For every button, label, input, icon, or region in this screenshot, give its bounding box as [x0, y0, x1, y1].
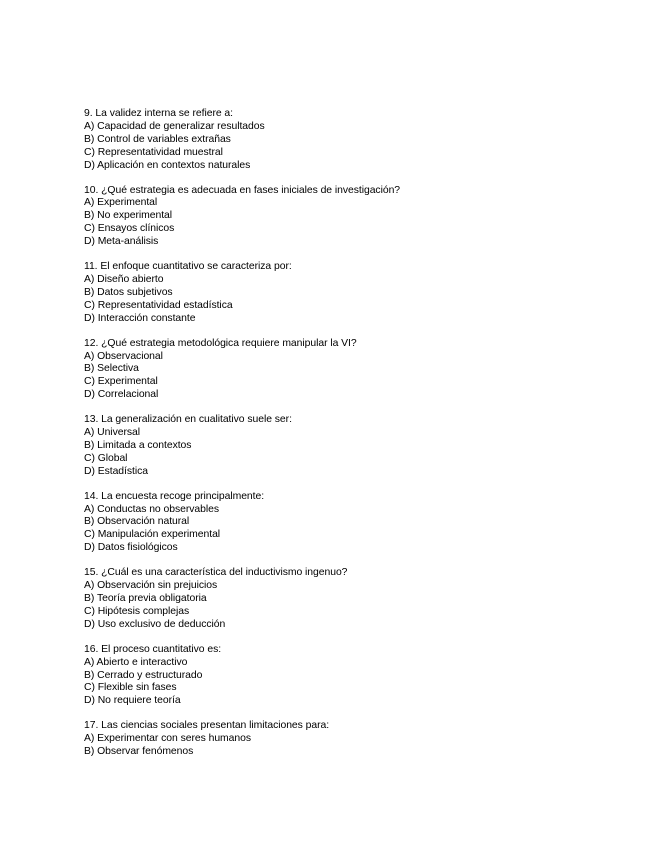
answer-option: B) Observación natural: [84, 516, 190, 528]
answer-option: C) Global: [84, 452, 128, 464]
answer-option: D) Uso exclusivo de deducción: [84, 618, 226, 630]
answer-option: B) No experimental: [84, 210, 173, 222]
answer-option: B) Cerrado y estructurado: [84, 669, 203, 681]
question-11: [84, 261, 624, 326]
answer-option: A) Conductas no observables: [84, 503, 219, 515]
question-stem: 17. Las ciencias sociales presentan limitaciones para:: [84, 720, 330, 732]
answer-option: A) Experimentar con seres humanos: [84, 733, 251, 745]
question-stem: 15. ¿Cuál es una característica del inductivismo ingenuo?: [84, 567, 348, 579]
answer-option: A) Capacidad de generalizar resultados: [84, 120, 265, 132]
answer-option: B) Datos subjetivos: [84, 286, 173, 298]
answer-option: D) Estadística: [84, 465, 148, 477]
answer-option: D) No requiere teoría: [84, 695, 181, 707]
answer-option: D) Aplicación en contextos naturales: [84, 159, 251, 171]
answer-option: D) Correlacional: [84, 389, 159, 401]
answer-option: C) Representatividad muestral: [84, 146, 223, 158]
answer-option: A) Universal: [84, 427, 140, 439]
question-13: [84, 414, 624, 479]
answer-option: B) Observar fenómenos: [84, 746, 194, 758]
question-16: [84, 644, 624, 709]
answer-option: C) Ensayos clínicos: [84, 223, 175, 235]
question-stem: 10. ¿Qué estrategia es adecuada en fases iniciales de investigación?: [84, 184, 401, 196]
question-stem: 11. El enfoque cuantitativo se caracteriza por:: [84, 261, 292, 273]
answer-option: C) Flexible sin fases: [84, 682, 177, 694]
answer-option: A) Observación sin prejuicios: [84, 580, 218, 592]
document-page: [84, 108, 624, 771]
answer-option: A) Experimental: [84, 197, 158, 209]
question-9: [84, 108, 624, 173]
question-stem: 13. La generalización en cualitativo suele ser:: [84, 414, 292, 426]
answer-option: C) Hipótesis complejas: [84, 605, 190, 617]
answer-option: D) Meta-análisis: [84, 236, 159, 248]
question-12: [84, 338, 624, 403]
question-stem: 12. ¿Qué estrategia metodológica requiere manipular la VI?: [84, 337, 357, 349]
answer-option: C) Experimental: [84, 376, 158, 388]
question-14: [84, 491, 624, 556]
answer-option: B) Teoría previa obligatoria: [84, 593, 207, 604]
answer-option: B) Control de variables extrañas: [84, 133, 231, 145]
question-stem: 16. El proceso cuantitativo es:: [84, 643, 222, 655]
answer-option: D) Interacción constante: [84, 312, 196, 324]
question-stem: 14. La encuesta recoge principalmente:: [84, 490, 265, 502]
answer-option: B) Selectiva: [84, 363, 139, 375]
answer-option: C) Representatividad estadística: [84, 299, 233, 311]
answer-option: A) Observacional: [84, 350, 163, 362]
answer-option: A) Diseño abierto: [84, 273, 164, 285]
question-10: [84, 185, 624, 250]
answer-option: A) Abierto e interactivo: [84, 656, 188, 668]
question-stem: 9. La validez interna se refiere a:: [84, 108, 234, 119]
answer-option: D) Datos fisiológicos: [84, 542, 178, 554]
question-17: [84, 720, 624, 759]
question-15: [84, 567, 624, 632]
answer-option: B) Limitada a contextos: [84, 439, 192, 451]
answer-option: C) Manipulación experimental: [84, 529, 221, 541]
